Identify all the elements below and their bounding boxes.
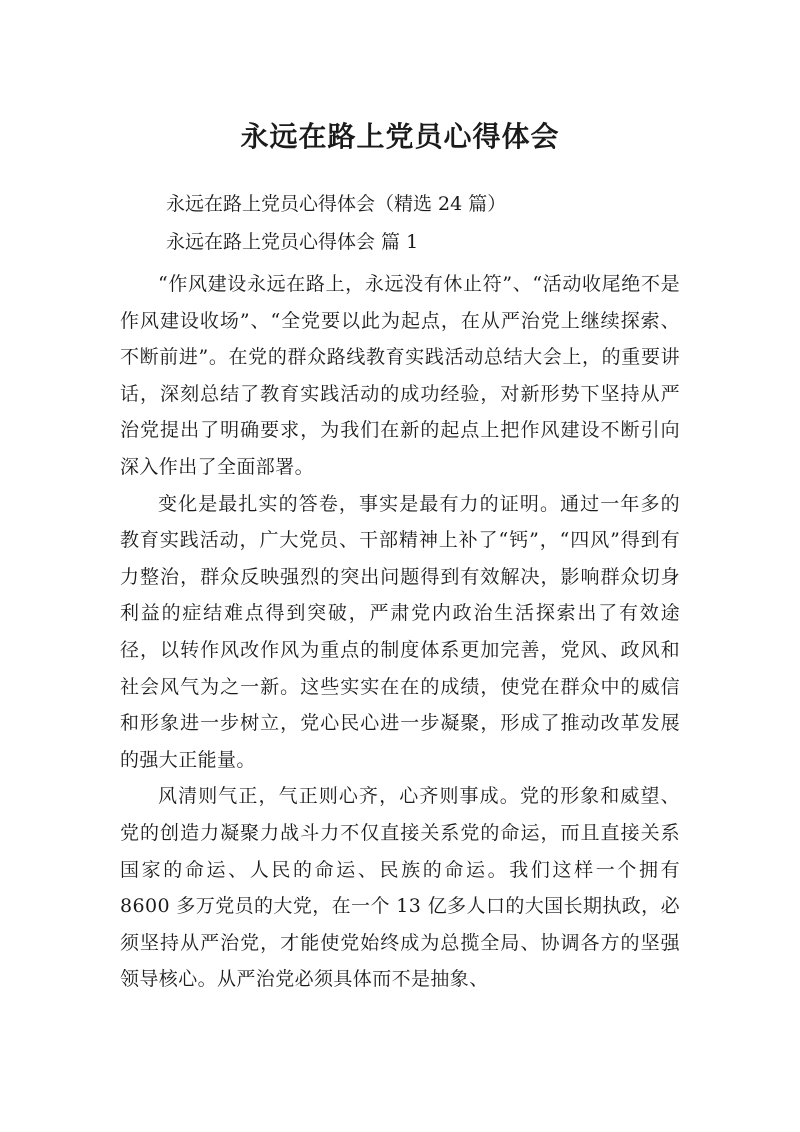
document-subtitle: 永远在路上党员心得体会（精选 24 篇） — [166, 193, 507, 215]
section-heading: 永远在路上党员心得体会 篇 1 — [166, 231, 419, 253]
body-paragraph: “作风建设永远在路上，永远没有休止符”、“活动收尾绝不是作风建设收场”、“全党要以此为起点，在从严治党上继续探索、不断前进”。在党的群众路线教育实践活动总结大会上，的重要讲话，深刻总结了教育实践活动的成功经验，对新形势下坚持从严治党提出了明确要求，为我们在新的起点上把作风建设不断引向深入作出了全面部署。 — [120, 273, 680, 478]
body-paragraph: 风清则气正，气正则心齐，心齐则事成。党的形象和威望、党的创造力凝聚力战斗力不仅直接关系党的命运，而且直接关系国家的命运、人民的命运、民族的命运。我们这样一个拥有 8600 多万党员的大党，在一个 13 亿多人口的大国长期执政，必须坚持从严治党，才能使党始终成为总揽全局、协调各方的坚强领导核心。从严治党必须具体而不是抽象、 — [120, 785, 680, 991]
document-body — [120, 266, 680, 998]
document-title: 永远在路上党员心得体会 — [240, 119, 560, 153]
body-paragraph: 变化是最扎实的答卷，事实是最有力的证明。通过一年多的教育实践活动，广大党员、干部精神上补了“钙”，“四风”得到有力整治，群众反映强烈的突出问题得到有效解决，影响群众切身利益的症结难点得到突破，严肃党内政治生活探索出了有效途径，以转作风改作风为重点的制度体系更加完善，党风、政风和社会风气为之一新。这些实实在在的成绩，使党在群众中的威信和形象进一步树立，党心民心进一步凝聚，形成了推动改革发展的强大正能量。 — [120, 492, 680, 771]
